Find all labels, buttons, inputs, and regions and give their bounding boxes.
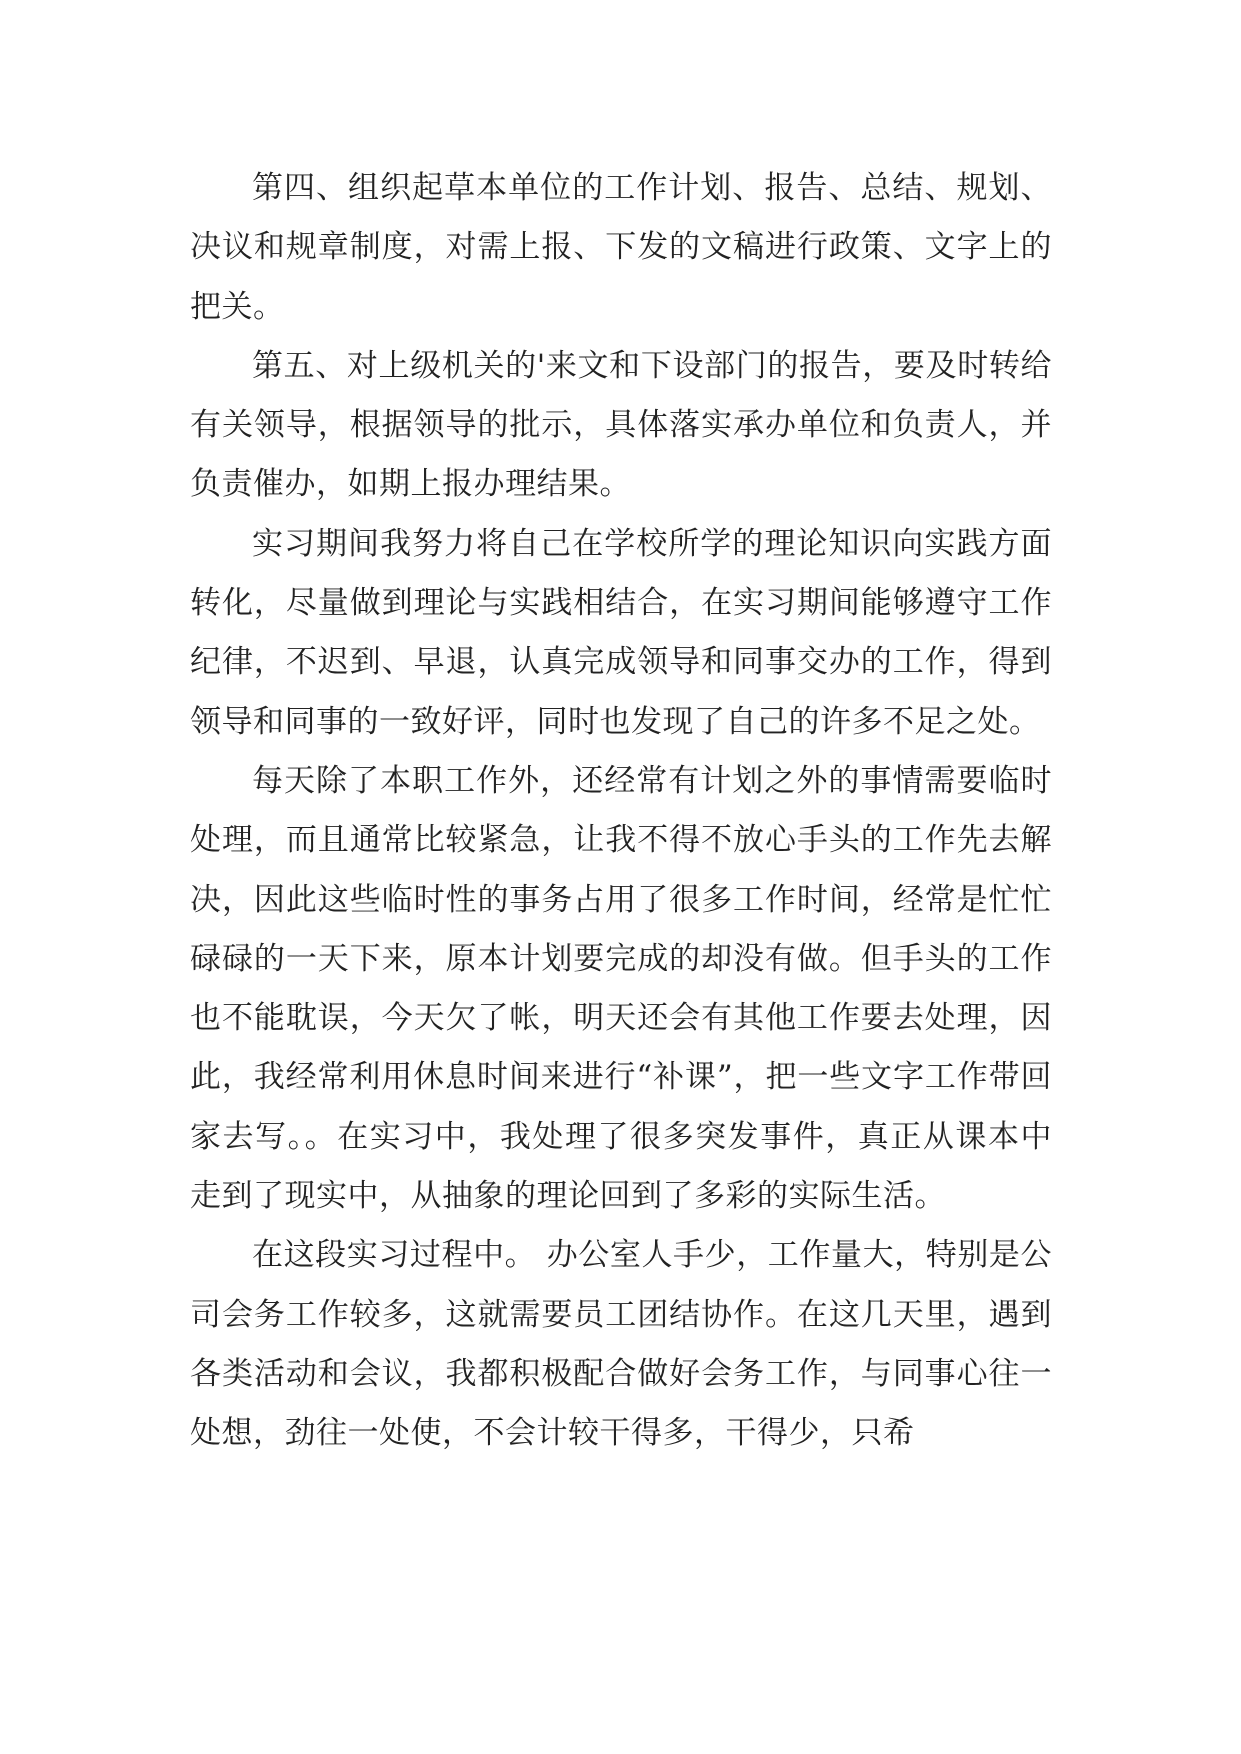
document-body <box>190 159 1052 1464</box>
paragraph-teamwork: 在这段实习过程中。 办公室人手少，工作量大，特别是公司会务工作较多，这就需要员工团结协作。在这几天里，遇到各类活动和会议，我都积极配合做好会务工作，与同事心往一处想，劲往一处使，不会计较干得多，干得少，只希 <box>190 1237 1052 1452</box>
paragraph-internship-practice: 实习期间我努力将自己在学校所学的理论知识向实践方面转化，尽量做到理论与实践相结合，在实习期间能够遵守工作纪律，不迟到、早退，认真完成领导和同事交办的工作，得到领导和同事的一致好评，同时也发现了自己的许多不足之处。 <box>190 525 1052 740</box>
paragraph-daily-work: 每天除了本职工作外，还经常有计划之外的事情需要临时处理，而且通常比较紧急，让我不得不放心手头的工作先去解决，因此这些临时性的事务占用了很多工作时间，经常是忙忙碌碌的一天下来，原本计划要完成的却没有做。但手头的工作也不能耽误，今天欠了帐，明天还会有其他工作要去处理，因此，我经常利用休息时间来进行“补课”，把一些文字工作带回家去写。。在实习中，我处理了很多突发事件，真正从课本中走到了现实中，从抽象的理论回到了多彩的实际生活。 <box>190 762 1052 1215</box>
paragraph-duty-four: 第四、组织起草本单位的工作计划、报告、总结、规划、决议和规章制度，对需上报、下发的文稿进行政策、文字上的把关。 <box>190 170 1052 325</box>
paragraph-duty-five: 第五、对上级机关的'来文和下设部门的报告，要及时转给有关领导，根据领导的批示，具体落实承办单位和负责人，并负责催办，如期上报办理结果。 <box>190 347 1052 503</box>
